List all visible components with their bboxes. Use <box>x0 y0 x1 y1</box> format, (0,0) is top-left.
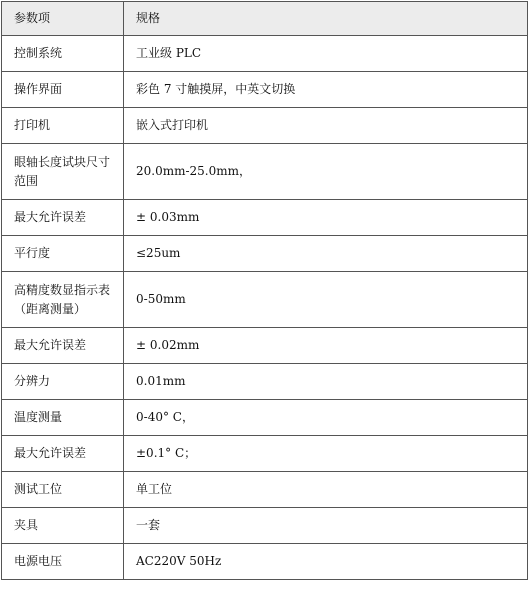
spec-cell: 0-50mm <box>124 272 528 328</box>
param-cell: 高精度数显指示表（距离测量） <box>2 272 124 328</box>
table-row <box>2 364 528 400</box>
table-row <box>2 200 528 236</box>
table-row <box>2 436 528 472</box>
table-row <box>2 328 528 364</box>
spec-cell: 0.01mm <box>124 364 528 400</box>
param-cell: 平行度 <box>2 236 124 272</box>
table-row <box>2 144 528 200</box>
table-row <box>2 400 528 436</box>
spec-cell: ±0.1° C； <box>124 436 528 472</box>
spec-cell: 一套 <box>124 508 528 544</box>
spec-cell: 0-40° C， <box>124 400 528 436</box>
spec-cell: 20.0mm-25.0mm， <box>124 144 528 200</box>
param-cell: 夹具 <box>2 508 124 544</box>
spec-cell: ± 0.03mm <box>124 200 528 236</box>
table-row <box>2 272 528 328</box>
table-row <box>2 108 528 144</box>
spec-cell: ≤25um <box>124 236 528 272</box>
spec-table <box>1 1 528 580</box>
param-cell: 最大允许误差 <box>2 328 124 364</box>
param-cell: 眼轴长度试块尺寸范围 <box>2 144 124 200</box>
spec-cell: 嵌入式打印机 <box>124 108 528 144</box>
spec-cell: 单工位 <box>124 472 528 508</box>
table-row <box>2 508 528 544</box>
param-cell: 测试工位 <box>2 472 124 508</box>
header-param: 参数项 <box>2 2 124 36</box>
table-row <box>2 36 528 72</box>
spec-cell: ± 0.02mm <box>124 328 528 364</box>
table-header-row <box>2 2 528 36</box>
param-cell: 最大允许误差 <box>2 200 124 236</box>
param-cell: 分辨力 <box>2 364 124 400</box>
header-spec: 规格 <box>124 2 528 36</box>
table-row <box>2 544 528 580</box>
param-cell: 最大允许误差 <box>2 436 124 472</box>
param-cell: 打印机 <box>2 108 124 144</box>
spec-cell: 彩色 7 寸触摸屏，中英文切换 <box>124 72 528 108</box>
table-row <box>2 472 528 508</box>
param-cell: 操作界面 <box>2 72 124 108</box>
spec-cell: 工业级 PLC <box>124 36 528 72</box>
param-cell: 控制系统 <box>2 36 124 72</box>
table-row <box>2 236 528 272</box>
spec-cell: AC220V 50Hz <box>124 544 528 580</box>
param-cell: 电源电压 <box>2 544 124 580</box>
table-row <box>2 72 528 108</box>
param-cell: 温度测量 <box>2 400 124 436</box>
